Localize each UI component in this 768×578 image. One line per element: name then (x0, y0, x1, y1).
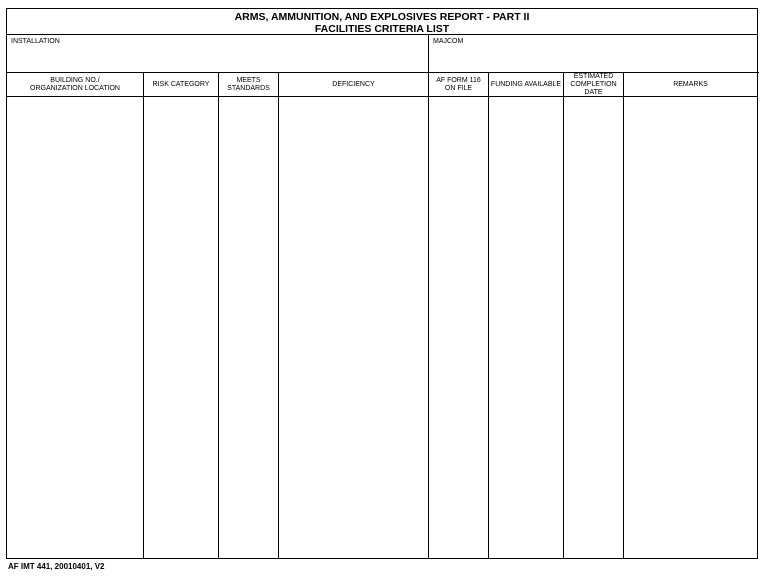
header-deficiency (279, 73, 428, 97)
criteria-table (7, 73, 757, 558)
cell-deficiency[interactable] (279, 97, 428, 558)
column-af-form-116 (429, 73, 489, 558)
title-line-1: ARMS, AMMUNITION, AND EXPLOSIVES REPORT - PART II (234, 11, 530, 23)
header-estimated-completion-date (564, 73, 623, 97)
header-text-line: COMPLETION (570, 80, 617, 88)
header-building-location (7, 73, 143, 97)
column-building-location (7, 73, 144, 558)
header-remarks (624, 73, 757, 97)
header-text-line: DEFICIENCY (332, 80, 375, 88)
header-text-line: REMARKS (673, 80, 708, 88)
facilities-criteria-form (6, 8, 758, 559)
header-meets-standards (219, 73, 278, 97)
installation-input[interactable] (11, 49, 424, 69)
column-funding-available (489, 73, 564, 558)
header-text-line: DATE (584, 88, 603, 96)
cell-remarks[interactable] (624, 97, 757, 558)
cell-meets-standards[interactable] (219, 97, 278, 558)
column-remarks (624, 73, 757, 558)
column-risk-category (144, 73, 219, 558)
majcom-field (429, 35, 759, 73)
header-text-line: FUNDING AVAILABLE (490, 80, 562, 88)
header-text-line: RISK CATEGORY (152, 80, 210, 88)
cell-estimated-completion-date[interactable] (564, 97, 623, 558)
cell-building-location[interactable] (7, 97, 143, 558)
column-deficiency (279, 73, 429, 558)
cell-funding-available[interactable] (489, 97, 563, 558)
form-title (7, 9, 757, 35)
cell-af-form-116[interactable] (429, 97, 488, 558)
header-risk-category (144, 73, 218, 97)
header-text-line: STANDARDS (227, 84, 270, 92)
header-text-line: MEETS (236, 76, 261, 84)
cell-risk-category[interactable] (144, 97, 218, 558)
header-text-line: ESTIMATED (573, 72, 614, 80)
header-af-form-116 (429, 73, 488, 97)
header-text-line: ON FILE (444, 84, 473, 92)
majcom-input[interactable] (433, 49, 755, 69)
majcom-label: MAJCOM (433, 38, 464, 45)
installation-label: INSTALLATION (11, 38, 60, 45)
form-identifier: AF IMT 441, 20010401, V2 (8, 562, 105, 571)
title-line-2: FACILITIES CRITERIA LIST (314, 23, 450, 35)
header-funding-available (489, 73, 563, 97)
header-text-line: ORGANIZATION LOCATION (30, 84, 120, 92)
installation-field (7, 35, 429, 73)
column-meets-standards (219, 73, 279, 558)
column-estimated-completion-date (564, 73, 624, 558)
header-text-line: BUILDING NO./ (50, 76, 100, 84)
header-text-line: AF FORM 116 (436, 76, 481, 84)
